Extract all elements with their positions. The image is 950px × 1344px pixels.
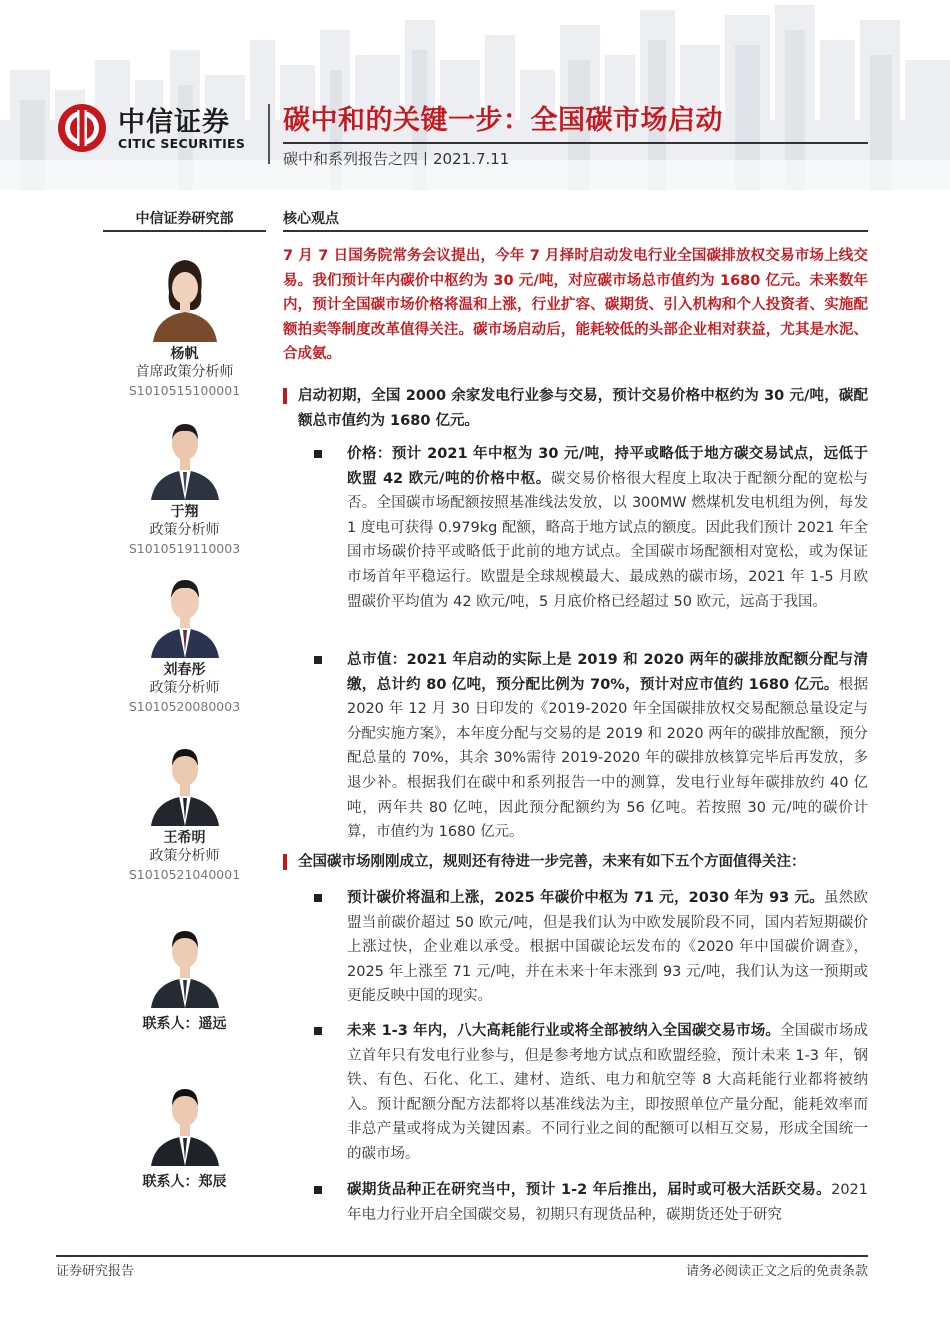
brand-name-en: CITIC SECURITIES: [118, 136, 246, 151]
analyst-name: 王希明: [163, 830, 206, 846]
footer-disclaimer: 请务必阅读正文之后的免责条款: [685, 1264, 868, 1279]
analyst-card: [103, 252, 266, 400]
key-point-2: [283, 850, 868, 875]
contact-photo-icon: [145, 1076, 225, 1166]
analyst-cert: S1010521040001: [128, 867, 241, 882]
footer-report-type: 证券研究报告: [56, 1264, 135, 1279]
square-bullet-icon: [314, 450, 322, 458]
analyst-role: 政策分析师: [149, 680, 220, 696]
square-bullet-icon: [314, 1027, 322, 1035]
core-summary: 7 月 7 日国务院常务会议提出，今年 7 月择时启动发电行业全国碳排放权交易市场上线交易。我们预计年内碳价中枢约为 30 元/吨，对应碳市场总市值约为 1680 亿元。未来数年内，预计全国碳市场价格将温和上涨，行业扩容、碳期货、引入机构和个人投资者、实施配额拍卖等制度改革值得关注。碳市场启动后，能耗较低的头部企业相对获益，尤其是水泥、合成氨。: [283, 248, 868, 363]
analyst-role: 政策分析师: [149, 848, 220, 864]
analyst-card: [103, 410, 266, 558]
sub-point-price: [347, 442, 868, 614]
footer-rule: [56, 1255, 868, 1257]
contact-card: [103, 1076, 266, 1191]
sub-point-futures-body: 2021 年电力行业开启全国碳交易，初期只有现货品种，碳期货还处于研究: [347, 1182, 868, 1223]
analyst-photo-icon: [145, 568, 225, 658]
sidebar-heading: 中信证券研究部: [135, 211, 234, 227]
sub-point-market-value-lead: 总市值：2021 年启动的实际上是 2019 和 2020 两年的碳排放配额分配与清缴，总计约 80 亿吨，预分配比例为 70%，预计对应市值约 1680 亿元。: [347, 652, 868, 693]
brand-logo: [56, 100, 276, 156]
analyst-name: 于翔: [170, 504, 199, 520]
key-point-1: [283, 384, 868, 433]
core-view-heading: 核心观点: [283, 211, 339, 227]
sub-point-price-lead: 价格：预计 2021 年中枢为 30 元/吨，持平或略低于地方碳交易试点，远低于欧盟 42 欧元/吨的价格中枢。: [347, 446, 868, 487]
sub-point-carbon-price: [347, 886, 868, 1009]
analyst-photo-icon: [145, 252, 225, 342]
analyst-name: 刘春彤: [163, 662, 206, 678]
square-bullet-icon: [314, 894, 322, 902]
bullet-bar-icon: [283, 388, 287, 404]
analyst-cert: S1010515100001: [128, 383, 241, 398]
core-view-rule: [283, 230, 868, 232]
sub-point-futures: [347, 1178, 868, 1227]
sub-point-carbon-price-lead: 预计碳价将温和上涨，2025 年碳价中枢为 71 元，2030 年为 93 元。: [347, 890, 825, 906]
sub-point-carbon-price-body: 虽然欧盟当前碳价超过 50 欧元/吨，但是我们认为中欧发展阶段不同，国内若短期碳价上涨过快，企业难以承受。根据中国碳论坛发布的《2020 年中国碳价调查》， 2025 年上涨至 71 元/吨，并在未来十年末涨到 93 元/吨，我们认为这一预期或更能反映中国的现实。: [347, 890, 869, 1005]
key-point-1-text: 启动初期，全国 2000 余家发电行业参与交易，预计交易价格中枢约为 30 元/吨，碳配额总市值约为 1680 亿元。: [298, 388, 868, 429]
sub-point-industries-body: 全国碳市场成立首年只有发电行业参与，但是参考地方试点和欧盟经验，预计未来 1-3 年，钢铁、有色、石化、化工、建材、造纸、电力和航空等 8 大高耗能行业都将被纳入。预计配额分配方法都将以基准线法为主，即按照单位产量分配，能耗效率而非总产量或将成为关键因素。不同行业之间的配额可以相互交易，形成全国统一的碳市场。: [347, 1023, 869, 1162]
sub-point-futures-lead: 碳期货品种正在研究当中，预计 1-2 年后推出，届时或可极大活跃交易。: [347, 1182, 832, 1198]
analyst-cert: S1010519110003: [128, 541, 241, 556]
sub-point-price-body: 碳交易价格很大程度上取决于配额分配的宽松与否。全国碳市场配额按照基准线法发放，以 300MW 燃煤机发电机组为例，每发 1 度电可获得 0.979kg 配额，略高于地方试点的额度。因此我们预计 2021 年全国市场碳价持平或略低于此前的地方试点。全国碳市场配额相对宽松，或为保证市场首年平稳运行。欧盟是全球规模最大、最成熟的碳市场，2021 年 1-5 月欧盟碳价平均值为 42 欧元/吨，5 月底价格已经超过 50 欧元，远高于我国。: [347, 470, 868, 610]
brand-name-cn: 中信证券: [118, 107, 230, 138]
square-bullet-icon: [314, 1186, 322, 1194]
citic-logo-icon: [56, 102, 108, 154]
report-title: 碳中和的关键一步：全国碳市场启动: [283, 105, 723, 136]
sub-point-industries-lead: 未来 1-3 年内，八大高耗能行业或将全部被纳入全国碳交易市场。: [347, 1023, 781, 1039]
analyst-photo-icon: [145, 410, 225, 500]
report-subtitle: 碳中和系列报告之四丨2021.7.11: [283, 150, 510, 168]
sub-point-industries: [347, 1019, 868, 1167]
contact-photo-icon: [145, 918, 225, 1008]
analyst-card: [103, 568, 266, 716]
header-divider: [268, 104, 270, 164]
contact-name: 联系人：遥远: [142, 1016, 227, 1032]
analyst-photo-icon: [145, 736, 225, 826]
square-bullet-icon: [314, 656, 322, 664]
analyst-cert: S1010520080003: [128, 699, 241, 714]
analyst-role: 首席政策分析师: [135, 364, 234, 380]
key-point-2-text: 全国碳市场刚刚成立，规则还有待进一步完善，未来有如下五个方面值得关注：: [298, 854, 806, 870]
sub-point-market-value: [347, 648, 868, 845]
contact-name: 联系人：郑辰: [142, 1174, 227, 1190]
contact-card: [103, 918, 266, 1033]
sidebar-rule: [103, 230, 266, 232]
bullet-bar-icon: [283, 854, 287, 870]
sub-point-market-value-body: 根据 2020 年 12 月 30 日印发的《2019-2020 年全国碳排放权交易配额总量设定与分配实施方案》，本年度分配与交易的是 2019 和 2020 两年的碳排放配额，预分配总量的 70%，其余 30%需待 2019-2020 年的碳排放核算完毕后再发放，多退少补。根据我们在碳中和系列报告一中的测算，发电行业每年碳排放约 40 亿吨，两年共 80 亿吨，因此预分配额约为 56 亿吨。若按照 30 元/吨的碳价计算，市值约为 1680 亿元。: [347, 676, 869, 841]
analyst-card: [103, 736, 266, 884]
title-rule: [283, 142, 868, 144]
analyst-name: 杨帆: [170, 346, 199, 362]
analyst-role: 政策分析师: [149, 522, 220, 538]
